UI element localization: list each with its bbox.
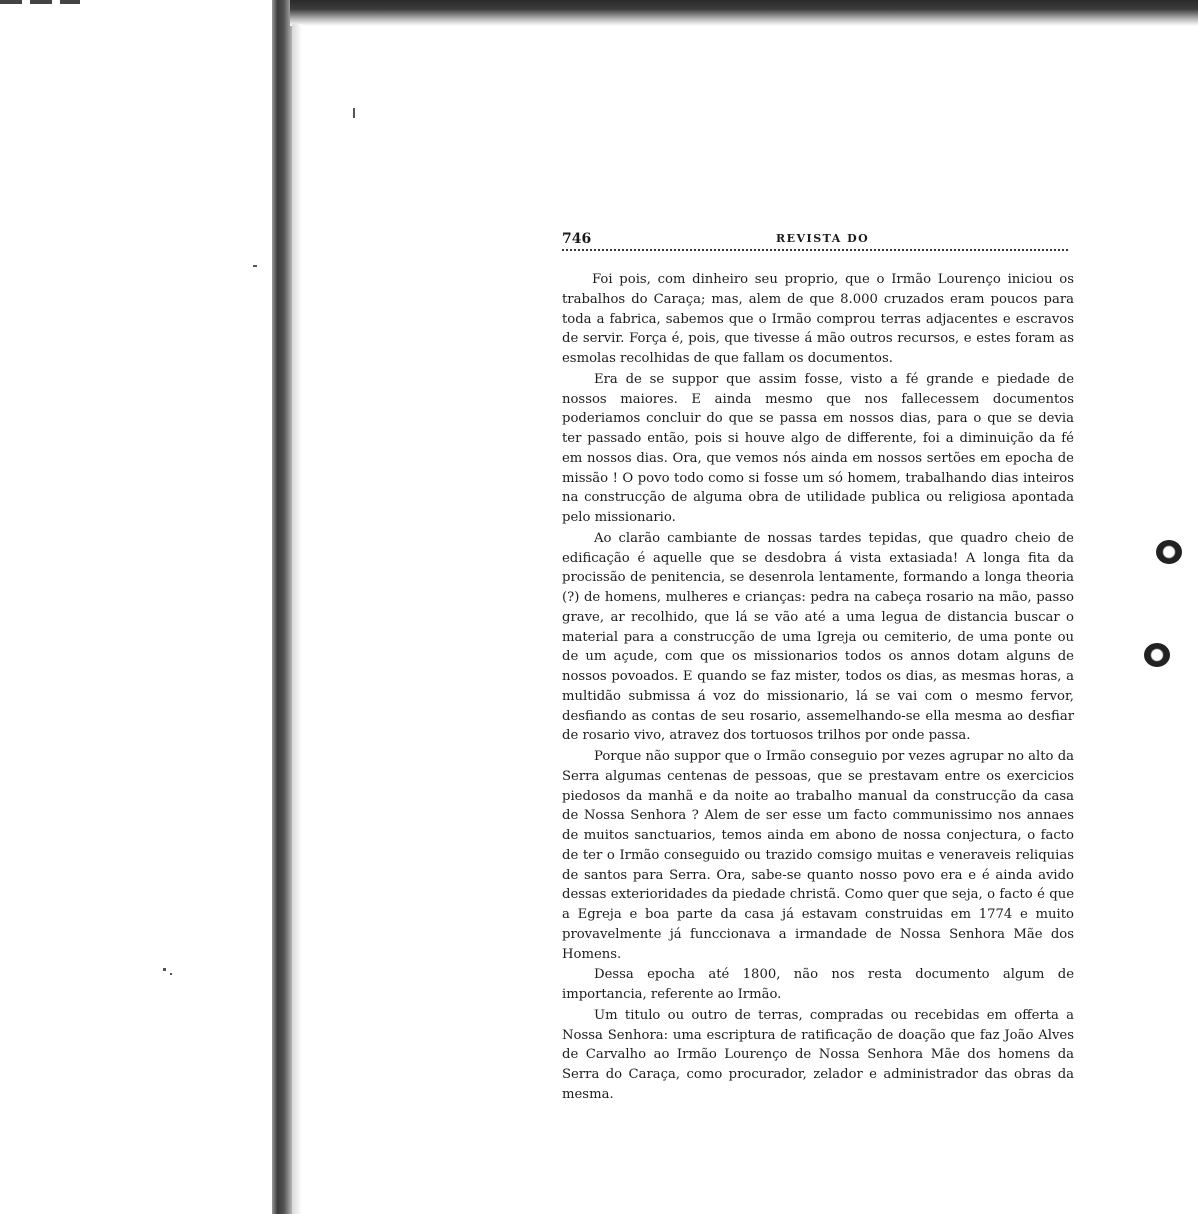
scan-speck <box>170 973 172 975</box>
book-top-edge <box>290 0 1198 26</box>
page-number: 746 <box>562 231 592 247</box>
page-fold-shadow <box>292 24 302 1214</box>
punch-hole <box>1144 643 1170 667</box>
paragraph: Era de se suppor que assim fosse, visto a fé grande e piedade de nossos maiores. E ainda mesmo que nos fallecessem documentos poderiamos concluir do que se passa em nossos dias, para o que se devia ter passado então, pois si houve algo de differente, foi a diminuição da fé em nossos dias. Ora, que vemos nós ainda em nossos sertões em epocha de missão ! O povo todo como si fosse um só homem, trabalhando dias inteiros na construcção de alguma obra de utilidade publica ou religiosa apontada pelo missionario. <box>562 371 1074 525</box>
paragraph: Ao clarão cambiante de nossas tardes tepidas, que quadro cheio de edificação é aquelle que se desdobra á vista extasiada! A longa fita da procissão de penitencia, se desenrola lentamente, formando a longa theoria (?) de homens, mulheres e crianças: pedra na cabeça rosario na mão, passo grave, ar recolhido, que lá se vão até a uma legua de distancia buscar o material para a construcção de uma Igreja ou cemiterio, de uma ponte ou de um açude, com que os missionarios todos os annos dotam alguns de nossos povoados. E quando se faz mister, todos os dias, as mesmas horas, a multidão submissa á voz do missionario, lá se vai com o mesmo fervor, desfiando as contas de seu rosario, assemelhando-se ella mesma ao desfiar de rosario vivo, atravez dos tortuosos trilhos por onde passa. <box>562 530 1074 744</box>
paragraph: Foi pois, com dinheiro seu proprio, que o Irmão Lourenço iniciou os trabalhos do Caraça; mas, alem de que 8.000 cruzados eram poucos para toda a fabrica, sabemos que o Irmão comprou terras adjacentes e escravos de servir. Força é, pois, que tivesse á mão outros recursos, e estes foram as esmolas recolhidas de que fallam os documentos. <box>562 272 1074 366</box>
book-binding <box>272 0 294 1214</box>
page-header <box>562 231 1068 249</box>
scan-speck <box>253 265 257 267</box>
running-title: REVISTA DO <box>776 232 870 245</box>
punch-hole <box>1156 540 1182 564</box>
header-rule <box>562 249 1068 251</box>
scan-edge-mark <box>0 0 80 4</box>
paragraph: Um titulo ou outro de terras, compradas ou recebidas em offerta a Nossa Senhora: uma escriptura de ratificação de doação que faz João Alves de Carvalho ao Irmão Lourenço de Nossa Senhora Mãe dos homens da Serra do Caraça, como procurador, zelador e administrador das obras da mesma. <box>562 1007 1074 1102</box>
scan-speck <box>163 968 166 971</box>
article-body <box>562 270 1074 1105</box>
paragraph: Porque não suppor que o Irmão conseguio por vezes agrupar no alto da Serra algumas centenas de pessoas, que se prestavam entre os exercicios piedosos da manhã e da noite ao trabalho manual da construcção da casa de Nossa Senhora ? Alem de ser esse um facto communissimo nos annaes de muitos sanctuarios, temos ainda em abono de nossa conjectura, o facto de ter o Irmão conseguido ou trazido comsigo muitas e veneraveis reliquias de santos para Serra. Ora, sabe-se quanto nosso povo era e é ainda avido dessas exterioridades da piedade christã. Como quer que seja, o facto é que a Egreja e boa parte da casa já estavam construidas em 1774 e muito provavelmente já funccionava a irmandade de Nossa Senhora Mãe dos Homens. <box>562 749 1074 962</box>
scan-speck <box>353 108 355 118</box>
paragraph: Dessa epocha até 1800, não nos resta documento algum de importancia, referente ao Irmão. <box>562 967 1074 1002</box>
